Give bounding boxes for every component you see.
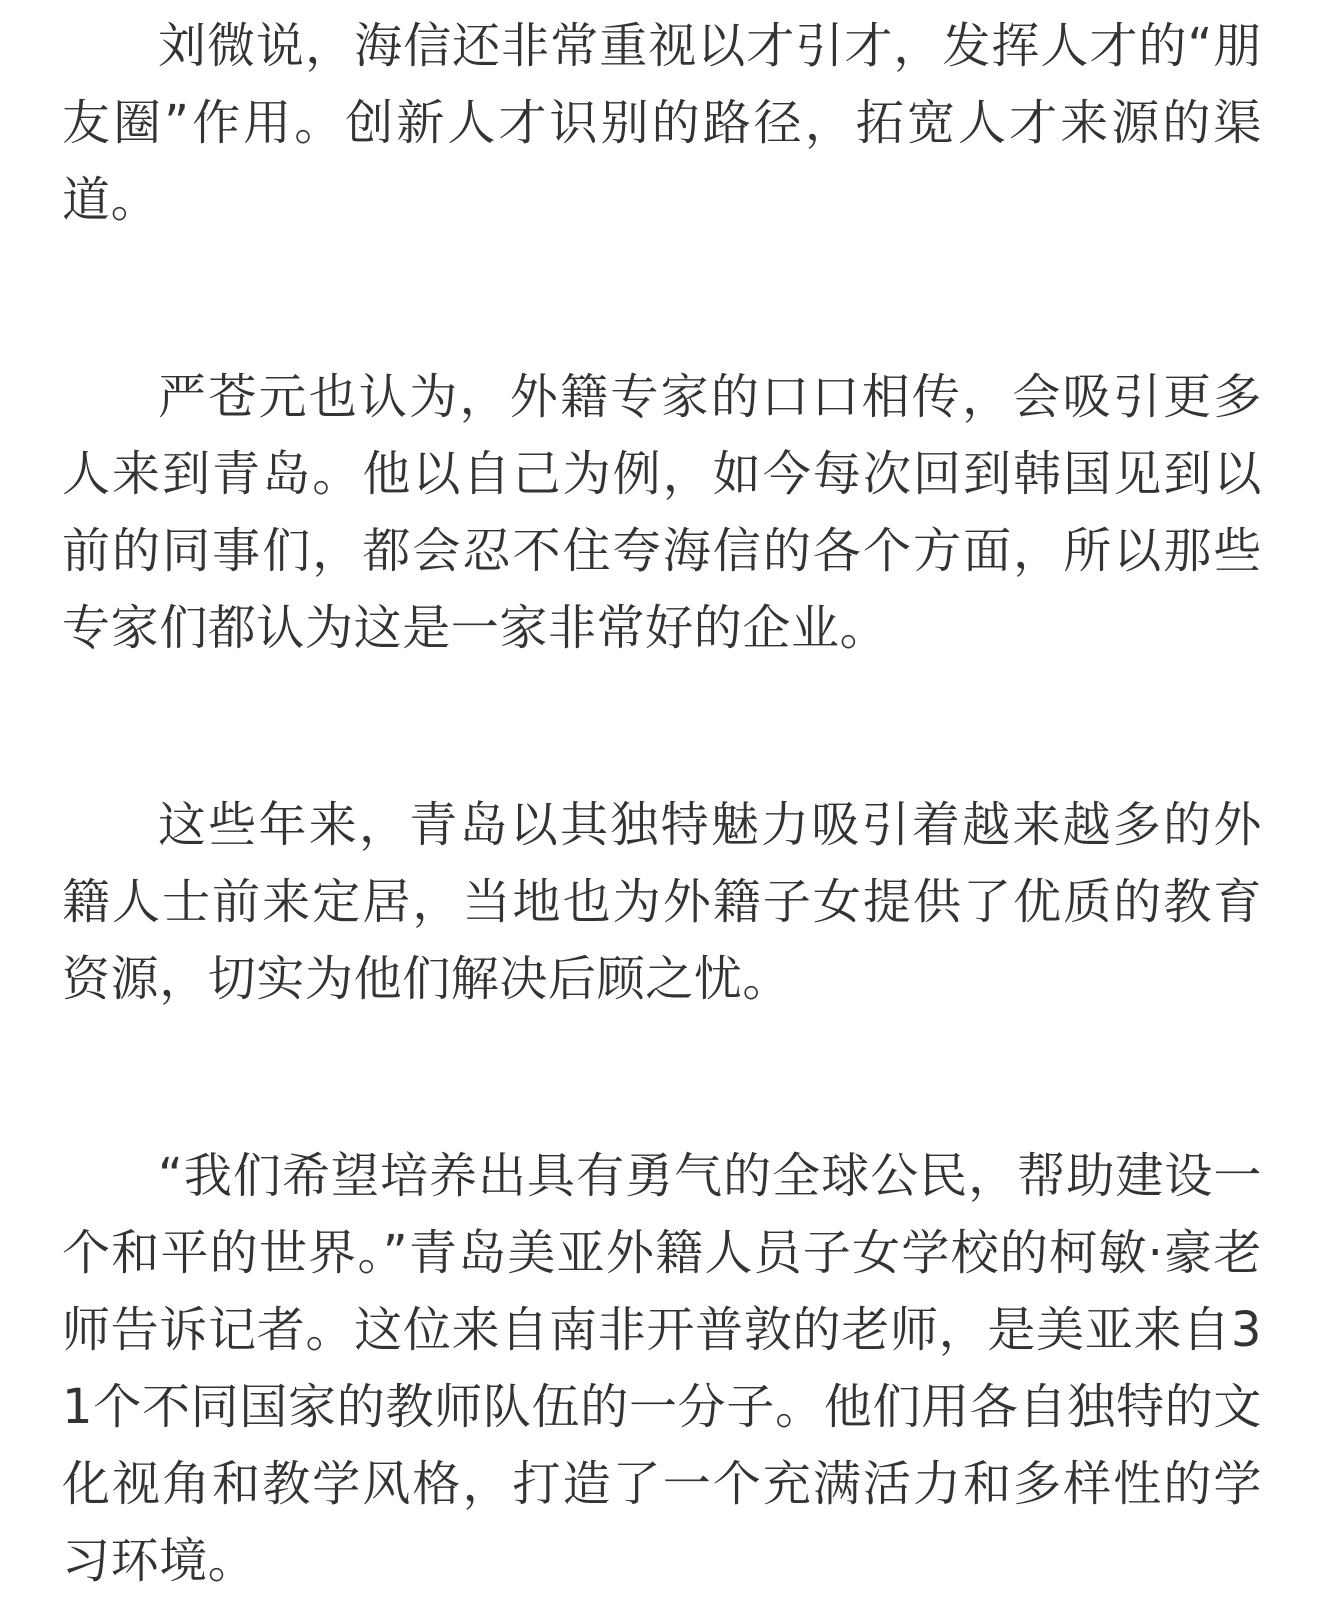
paragraph-yan-cangyuan: 严苍元也认为，外籍专家的口口相传，会吸引更多人来到青岛。他以自己为例，如今每次回到韩国见到以前的同事们，都会忍不住夸海信的各个方面，所以那些专家们都认为这是一家非常好的企业。	[62, 369, 1262, 656]
paragraph-spacer	[62, 1018, 1262, 1138]
paragraph-qingdao-education: 这些年来，青岛以其独特魅力吸引着越来越多的外籍人士前来定居，当地也为外籍子女提供了优质的教育资源，切实为他们解决后顾之忧。	[62, 797, 1262, 1007]
paragraph-meiya-school: “我们希望培养出具有勇气的全球公民，帮助建设一个和平的世界。”青岛美亚外籍人员子女学校的柯敏·豪老师告诉记者。这位来自南非开普敦的老师，是美亚来自31个不同国家的教师队伍的一分子。他们用各自独特的文化视角和教学风格，打造了一个充满活力和多样性的学习环境。	[62, 1148, 1262, 1589]
article-body	[62, 8, 1262, 1600]
paragraph-spacer	[62, 667, 1262, 787]
paragraph-spacer	[62, 239, 1262, 359]
paragraph-liu-wei: 刘微说，海信还非常重视以才引才，发挥人才的“朋友圈”作用。创新人才识别的路径，拓宽人才来源的渠道。	[62, 18, 1262, 228]
